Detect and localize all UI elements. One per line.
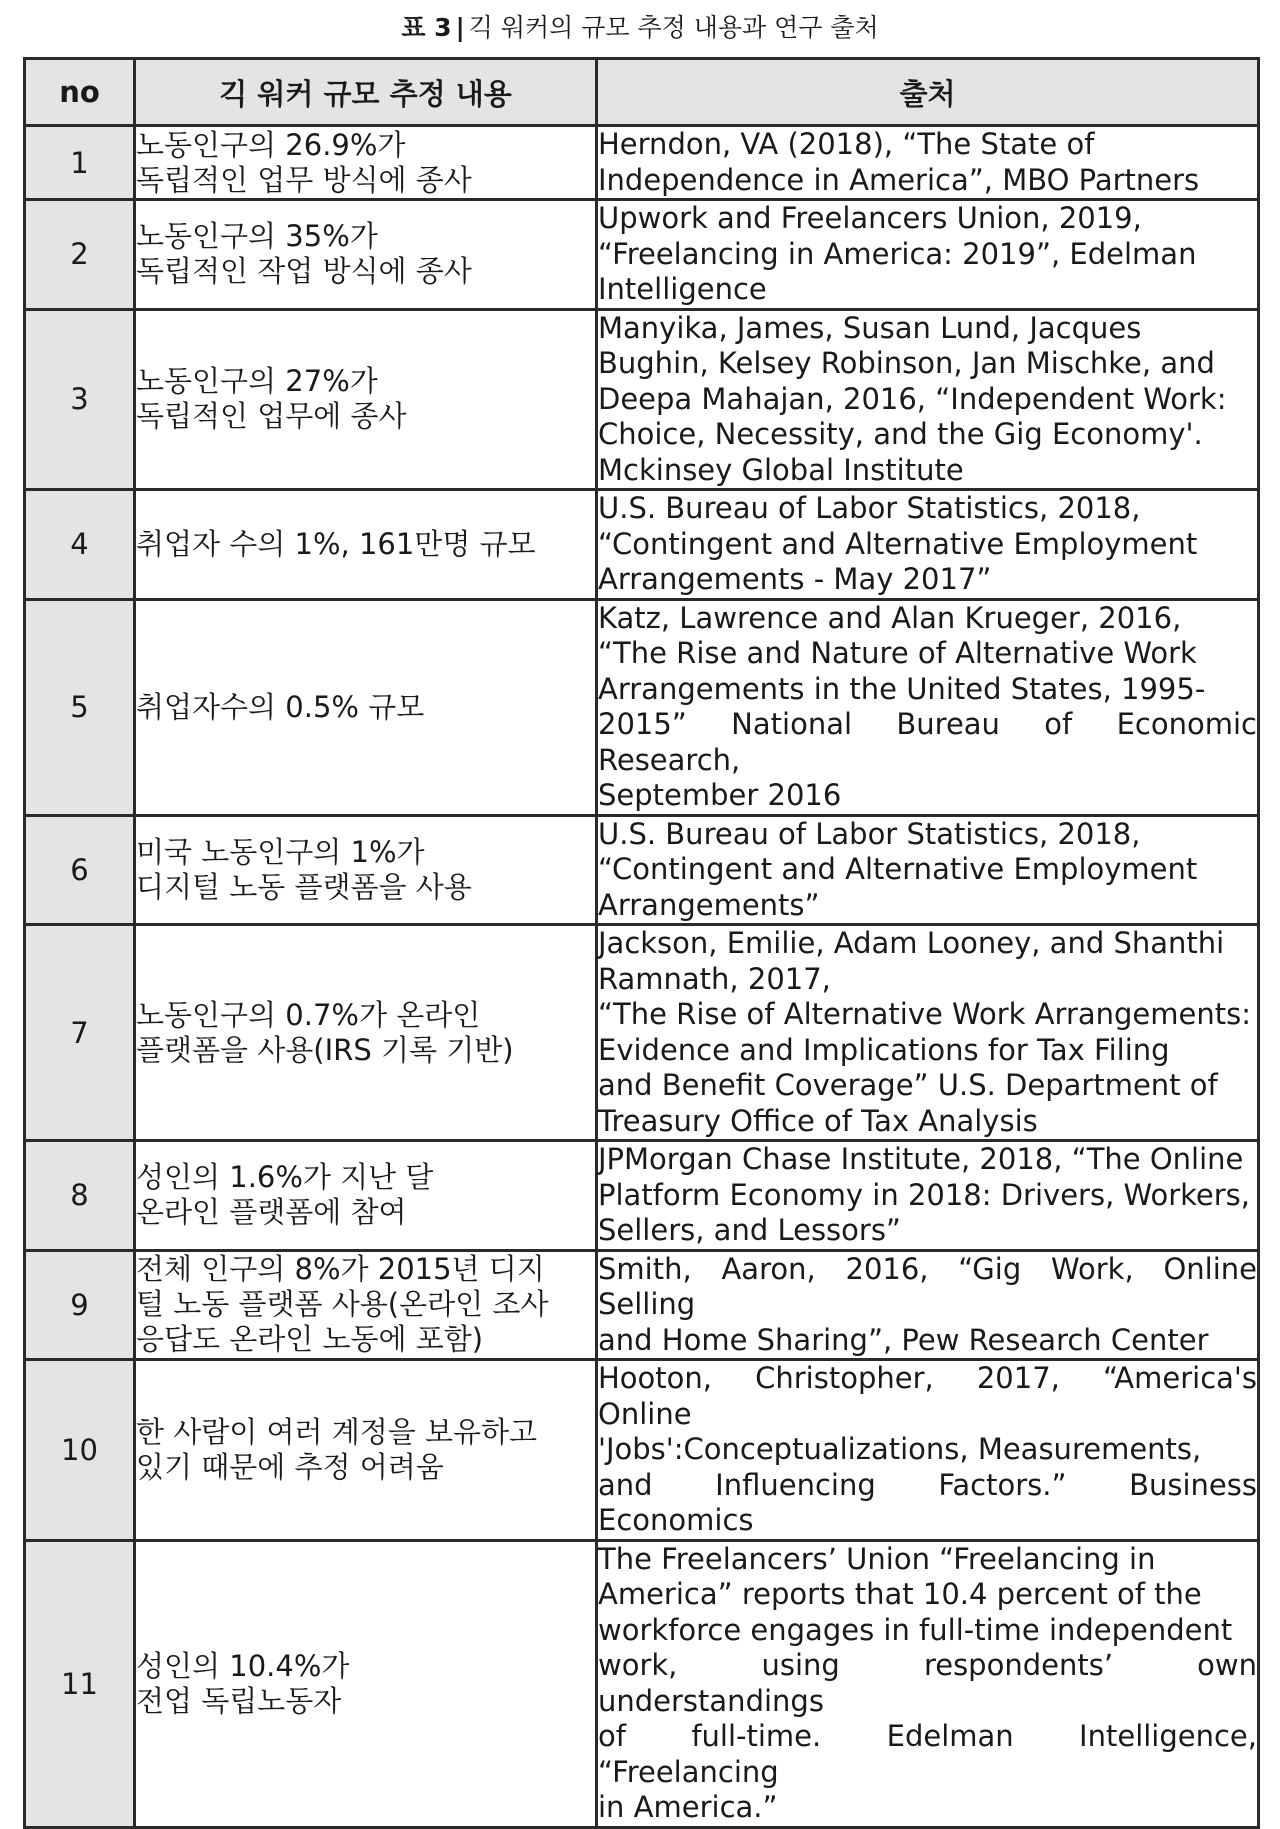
estimate-content-line: 노동인구의 0.7%가 온라인 [136, 997, 481, 1032]
estimate-content-line: 미국 노동인구의 1%가 [136, 834, 425, 869]
estimate-content-cell [135, 490, 597, 600]
estimate-content-cell [135, 1360, 597, 1541]
source-line: Upwork and Freelancers Union, 2019, [598, 201, 1142, 235]
source-line: Treasury Office of Tax Analysis [598, 1103, 1038, 1138]
source-line: Herndon, VA (2018), “The State of [598, 127, 1095, 161]
estimate-content-line: 플랫폼을 사용(IRS 기록 기반) [136, 1032, 514, 1067]
estimate-content-line: 노동인구의 27%가 [136, 364, 378, 399]
row-number: 5 [25, 599, 135, 815]
estimate-content-cell [135, 1540, 597, 1827]
source-line: “Contingent and Alternative Employment [598, 852, 1198, 886]
estimate-content-line: 성인의 10.4%가 [136, 1648, 350, 1683]
source-line: JPMorgan Chase Institute, 2018, “The Online [598, 1142, 1244, 1176]
table-row [25, 815, 1259, 925]
source-cell [597, 1141, 1259, 1251]
source-line: Independence in America”, MBO Partners [598, 162, 1200, 197]
source-cell [597, 1360, 1259, 1541]
row-number: 1 [25, 126, 135, 200]
table-row [25, 126, 1259, 200]
row-number: 6 [25, 815, 135, 925]
source-line: 2015” National Bureau of Economic Research, [598, 707, 1257, 777]
estimate-content-line: 응답도 온라인 노동에 포함) [136, 1322, 484, 1357]
source-line: and Home Sharing”, Pew Research Center [598, 1322, 1209, 1357]
source-line: Mckinsey Global Institute [598, 452, 964, 487]
source-line: in America.” [598, 1790, 778, 1824]
source-line: Smith, Aaron, 2016, “Gig Work, Online Selling [598, 1251, 1257, 1321]
source-cell [597, 1540, 1259, 1827]
estimate-content-cell [135, 1250, 597, 1360]
source-line: Manyika, James, Susan Lund, Jacques [598, 310, 1142, 345]
gig-worker-table [23, 57, 1260, 1829]
estimate-content-line: 노동인구의 26.9%가 [136, 127, 406, 162]
row-number: 4 [25, 490, 135, 600]
row-number: 7 [25, 925, 135, 1141]
table-row [25, 1141, 1259, 1251]
estimate-content-cell [135, 599, 597, 815]
estimate-content-line: 털 노동 플랫폼 사용(온라인 조사 [136, 1287, 549, 1322]
source-cell [597, 1250, 1259, 1360]
source-cell [597, 200, 1259, 310]
estimate-content-line: 한 사람이 여러 계정을 보유하고 [136, 1414, 538, 1449]
source-line: U.S. Bureau of Labor Statistics, 2018, [598, 491, 1141, 525]
table-row [25, 309, 1259, 490]
source-line: work, using respondents’ own understandings [598, 1648, 1257, 1718]
source-line: “Contingent and Alternative Employment [598, 526, 1198, 561]
table-header-row [25, 59, 1259, 126]
table-row [25, 599, 1259, 815]
source-line: and Influencing Factors.” Business Economics [598, 1467, 1257, 1537]
estimate-content-cell [135, 309, 597, 490]
source-cell [597, 815, 1259, 925]
row-number: 9 [25, 1250, 135, 1360]
estimate-content-line: 성인의 1.6%가 지난 달 [136, 1160, 434, 1195]
source-line: “Freelancing in America: 2019”, Edelman [598, 236, 1197, 271]
row-number: 3 [25, 309, 135, 490]
estimate-content-line: 디지털 노동 플랫폼을 사용 [136, 869, 472, 904]
source-line: and Benefit Coverage” U.S. Department of [598, 1068, 1218, 1102]
source-line: Ramnath, 2017, [598, 961, 831, 996]
source-line: Intelligence [598, 272, 767, 306]
table-row [25, 1540, 1259, 1827]
source-cell [597, 309, 1259, 490]
source-line: Platform Economy in 2018: Drivers, Workers, [598, 1177, 1251, 1212]
table-row [25, 490, 1259, 600]
source-line: September 2016 [598, 778, 842, 812]
source-line: Sellers, and Lessors” [598, 1213, 901, 1247]
estimate-content-line: 있기 때문에 추정 어려움 [136, 1449, 444, 1484]
estimate-content-line: 온라인 플랫폼에 참여 [136, 1195, 407, 1230]
source-line: “The Rise of Alternative Work Arrangements: [598, 997, 1251, 1031]
table-caption [0, 10, 1280, 46]
header-content: 긱 워커 규모 추정 내용 [135, 59, 597, 126]
table-row [25, 200, 1259, 310]
source-cell [597, 490, 1259, 600]
estimate-content-line: 노동인구의 35%가 [136, 219, 378, 254]
source-line: U.S. Bureau of Labor Statistics, 2018, [598, 816, 1141, 851]
estimate-content-line: 취업자수의 0.5% 규모 [136, 689, 425, 724]
source-line: of full-time. Edelman Intelligence, “Freelancing [598, 1719, 1257, 1789]
source-cell [597, 925, 1259, 1141]
source-line: 'Jobs':Conceptualizations, Measurements, [598, 1432, 1202, 1466]
estimate-content-cell [135, 200, 597, 310]
estimate-content-cell [135, 126, 597, 200]
source-line: Deepa Mahajan, 2016, “Independent Work: [598, 381, 1227, 416]
source-cell [597, 599, 1259, 815]
estimate-content-cell [135, 815, 597, 925]
source-line: Arrangements” [598, 887, 820, 922]
table-row [25, 925, 1259, 1141]
row-number: 2 [25, 200, 135, 310]
estimate-content-cell [135, 925, 597, 1141]
source-line: Katz, Lawrence and Alan Krueger, 2016, [598, 600, 1182, 635]
estimate-content-cell [135, 1141, 597, 1251]
caption-title: 긱 워커의 규모 추정 내용과 연구 출처 [468, 13, 879, 42]
table-body [25, 126, 1259, 1828]
estimate-content-line: 전업 독립노동자 [136, 1683, 342, 1718]
table-row [25, 1360, 1259, 1541]
source-line: Jackson, Emilie, Adam Looney, and Shanthi [598, 926, 1225, 960]
estimate-content-line: 독립적인 작업 방식에 종사 [136, 254, 472, 289]
estimate-content-line: 독립적인 업무에 종사 [136, 399, 407, 434]
source-line: The Freelancers’ Union “Freelancing in [598, 1541, 1156, 1576]
estimate-content-line: 독립적인 업무 방식에 종사 [136, 162, 472, 197]
source-line: Arrangements in the United States, 1995- [598, 671, 1206, 706]
estimate-content-line: 취업자 수의 1%, 161만명 규모 [136, 526, 536, 561]
estimate-content-line: 전체 인구의 8%가 2015년 디지 [136, 1252, 545, 1287]
header-source: 출처 [597, 59, 1259, 126]
caption-separator: | [455, 13, 465, 42]
source-line: Arrangements - May 2017” [598, 562, 992, 596]
row-number: 11 [25, 1540, 135, 1827]
source-line: “The Rise and Nature of Alternative Work [598, 636, 1197, 670]
source-line: Evidence and Implications for Tax Filing [598, 1032, 1170, 1067]
source-line: workforce engages in full-time independent [598, 1612, 1233, 1647]
header-no: no [25, 59, 135, 126]
caption-label: 표 3 [401, 13, 452, 42]
row-number: 10 [25, 1360, 135, 1541]
source-line: Hooton, Christopher, 2017, “America's Online [598, 1361, 1257, 1431]
source-line: Bughin, Kelsey Robinson, Jan Mischke, and [598, 346, 1215, 380]
source-line: America” reports that 10.4 percent of the [598, 1577, 1202, 1611]
source-cell [597, 126, 1259, 200]
source-line: Choice, Necessity, and the Gig Economy'. [598, 417, 1203, 451]
row-number: 8 [25, 1141, 135, 1251]
table-row [25, 1250, 1259, 1360]
